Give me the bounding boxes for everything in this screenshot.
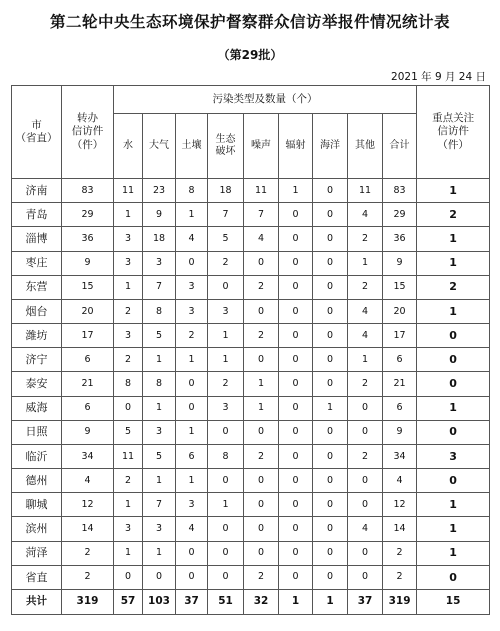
cell-key: 0: [417, 348, 490, 372]
cell-air: 3: [143, 420, 176, 444]
header-transfer: [62, 86, 114, 179]
totals-water: 57: [114, 590, 143, 615]
header-transfer-line1: 转办: [77, 112, 98, 125]
cell-ecology: 5: [208, 227, 244, 251]
cell-ecology: 3: [208, 299, 244, 323]
cell-water: 2: [114, 348, 143, 372]
cell-ecology: 1: [208, 324, 244, 348]
cell-water: 3: [114, 227, 143, 251]
cell-water: 0: [114, 396, 143, 420]
cell-city: 东营: [12, 275, 62, 299]
cell-transfer: 36: [62, 227, 114, 251]
cell-city: 枣庄: [12, 251, 62, 275]
table-row: [12, 372, 490, 396]
cell-transfer: 9: [62, 251, 114, 275]
table-row: [12, 203, 490, 227]
cell-city: 泰安: [12, 372, 62, 396]
cell-air: 8: [143, 299, 176, 323]
cell-other: 0: [348, 541, 383, 565]
header-type-other: 其他: [348, 114, 383, 179]
cell-radiation: 0: [279, 251, 313, 275]
cell-air: 8: [143, 372, 176, 396]
cell-city: 菏泽: [12, 541, 62, 565]
cell-other: 0: [348, 396, 383, 420]
cell-total: 6: [383, 396, 417, 420]
cell-city: 省直: [12, 565, 62, 589]
table-row: [12, 420, 490, 444]
table-row: [12, 348, 490, 372]
cell-city: 德州: [12, 469, 62, 493]
cell-soil: 3: [176, 299, 208, 323]
cell-water: 3: [114, 251, 143, 275]
cell-transfer: 21: [62, 372, 114, 396]
cell-city: 威海: [12, 396, 62, 420]
cell-city: 济宁: [12, 348, 62, 372]
cell-total: 21: [383, 372, 417, 396]
totals-soil: 37: [176, 590, 208, 615]
header-type-total: 合计: [383, 114, 417, 179]
cell-noise: 0: [244, 348, 279, 372]
table-row: [12, 565, 490, 589]
cell-air: 5: [143, 324, 176, 348]
cell-water: 11: [114, 444, 143, 468]
cell-ecology: 0: [208, 541, 244, 565]
cell-key: 0: [417, 565, 490, 589]
cell-noise: 0: [244, 299, 279, 323]
cell-ocean: 0: [313, 251, 348, 275]
cell-key: 0: [417, 469, 490, 493]
cell-soil: 2: [176, 324, 208, 348]
cell-total: 15: [383, 275, 417, 299]
cell-soil: 1: [176, 469, 208, 493]
cell-ocean: 0: [313, 420, 348, 444]
cell-key: 0: [417, 372, 490, 396]
cell-noise: 1: [244, 372, 279, 396]
table-row: [12, 251, 490, 275]
cell-key: 0: [417, 324, 490, 348]
header-key-line2: 信访件: [437, 125, 469, 138]
cell-water: 11: [114, 179, 143, 203]
cell-radiation: 0: [279, 372, 313, 396]
cell-air: 1: [143, 348, 176, 372]
cell-radiation: 0: [279, 493, 313, 517]
cell-water: 1: [114, 203, 143, 227]
cell-water: 2: [114, 469, 143, 493]
table-row: [12, 227, 490, 251]
header-pollution-group: 污染类型及数量（个）: [114, 86, 417, 114]
cell-water: 3: [114, 517, 143, 541]
cell-total: 14: [383, 517, 417, 541]
cell-other: 2: [348, 372, 383, 396]
cell-soil: 0: [176, 541, 208, 565]
cell-ocean: 0: [313, 517, 348, 541]
cell-noise: 2: [244, 444, 279, 468]
table-row: [12, 517, 490, 541]
cell-ecology: 1: [208, 493, 244, 517]
cell-noise: 0: [244, 541, 279, 565]
cell-transfer: 2: [62, 541, 114, 565]
cell-ocean: 0: [313, 275, 348, 299]
cell-other: 1: [348, 348, 383, 372]
cell-noise: 0: [244, 493, 279, 517]
cell-air: 3: [143, 251, 176, 275]
cell-total: 2: [383, 541, 417, 565]
cell-ocean: 0: [313, 493, 348, 517]
totals-noise: 32: [244, 590, 279, 615]
cell-key: 1: [417, 179, 490, 203]
cell-key: 1: [417, 517, 490, 541]
cell-radiation: 0: [279, 541, 313, 565]
cell-other: 4: [348, 299, 383, 323]
cell-radiation: 0: [279, 227, 313, 251]
cell-noise: 2: [244, 565, 279, 589]
cell-noise: 0: [244, 251, 279, 275]
header-type-soil: 土壤: [176, 114, 208, 179]
cell-soil: 3: [176, 275, 208, 299]
cell-noise: 4: [244, 227, 279, 251]
cell-transfer: 12: [62, 493, 114, 517]
cell-air: 23: [143, 179, 176, 203]
cell-other: 1: [348, 251, 383, 275]
cell-soil: 0: [176, 251, 208, 275]
cell-soil: 1: [176, 420, 208, 444]
cell-air: 7: [143, 275, 176, 299]
cell-ecology: 1: [208, 348, 244, 372]
cell-radiation: 0: [279, 444, 313, 468]
cell-water: 2: [114, 299, 143, 323]
cell-water: 0: [114, 565, 143, 589]
cell-radiation: 1: [279, 179, 313, 203]
cell-transfer: 9: [62, 420, 114, 444]
cell-air: 7: [143, 493, 176, 517]
cell-air: 0: [143, 565, 176, 589]
cell-ecology: 0: [208, 517, 244, 541]
cell-other: 0: [348, 565, 383, 589]
cell-ocean: 0: [313, 348, 348, 372]
cell-transfer: 6: [62, 396, 114, 420]
statistics-table: [11, 85, 490, 615]
table-row: [12, 275, 490, 299]
header-key-line1: 重点关注: [432, 112, 475, 125]
cell-ocean: 0: [313, 203, 348, 227]
header-type-ecology: [208, 114, 244, 179]
cell-noise: 2: [244, 275, 279, 299]
report-date: 2021 年 9 月 24 日: [391, 71, 486, 83]
cell-ecology: 8: [208, 444, 244, 468]
header-transfer-line3: （件）: [71, 138, 104, 151]
cell-other: 2: [348, 444, 383, 468]
cell-radiation: 0: [279, 275, 313, 299]
cell-air: 3: [143, 517, 176, 541]
cell-air: 1: [143, 541, 176, 565]
cell-noise: 7: [244, 203, 279, 227]
cell-radiation: 0: [279, 517, 313, 541]
cell-ecology: 0: [208, 275, 244, 299]
cell-soil: 4: [176, 227, 208, 251]
cell-total: 12: [383, 493, 417, 517]
cell-water: 1: [114, 275, 143, 299]
cell-air: 1: [143, 469, 176, 493]
cell-ocean: 0: [313, 299, 348, 323]
cell-other: 0: [348, 420, 383, 444]
cell-total: 9: [383, 420, 417, 444]
cell-transfer: 15: [62, 275, 114, 299]
cell-total: 83: [383, 179, 417, 203]
cell-soil: 6: [176, 444, 208, 468]
cell-radiation: 0: [279, 420, 313, 444]
cell-ocean: 0: [313, 444, 348, 468]
cell-other: 0: [348, 493, 383, 517]
cell-total: 34: [383, 444, 417, 468]
header-city-line2: （省直）: [15, 132, 58, 144]
cell-ecology: 0: [208, 420, 244, 444]
totals-total: 319: [383, 590, 417, 615]
totals-key: 15: [417, 590, 490, 615]
table-body: [12, 179, 490, 590]
cell-ecology: 3: [208, 396, 244, 420]
cell-soil: 0: [176, 396, 208, 420]
cell-ecology: 0: [208, 469, 244, 493]
header-type-ocean: 海洋: [313, 114, 348, 179]
cell-radiation: 0: [279, 396, 313, 420]
cell-ecology: 2: [208, 251, 244, 275]
totals-other: 37: [348, 590, 383, 615]
cell-ocean: 0: [313, 469, 348, 493]
cell-city: 淄博: [12, 227, 62, 251]
cell-total: 17: [383, 324, 417, 348]
cell-other: 4: [348, 324, 383, 348]
cell-total: 6: [383, 348, 417, 372]
cell-total: 20: [383, 299, 417, 323]
cell-transfer: 29: [62, 203, 114, 227]
cell-radiation: 0: [279, 299, 313, 323]
cell-city: 聊城: [12, 493, 62, 517]
table-row: [12, 541, 490, 565]
cell-city: 日照: [12, 420, 62, 444]
cell-radiation: 0: [279, 203, 313, 227]
cell-water: 1: [114, 541, 143, 565]
cell-key: 1: [417, 541, 490, 565]
header-city-line1: 市: [31, 118, 42, 131]
cell-key: 2: [417, 275, 490, 299]
header-type-water: 水: [114, 114, 143, 179]
totals-transfer: 319: [62, 590, 114, 615]
cell-key: 3: [417, 444, 490, 468]
cell-air: 1: [143, 396, 176, 420]
header-key: [417, 86, 490, 179]
header-transfer-line2: 信访件: [71, 125, 104, 138]
cell-water: 5: [114, 420, 143, 444]
cell-key: 1: [417, 227, 490, 251]
cell-city: 济南: [12, 179, 62, 203]
header-city: [12, 86, 62, 179]
cell-water: 8: [114, 372, 143, 396]
cell-water: 1: [114, 493, 143, 517]
cell-noise: 0: [244, 517, 279, 541]
cell-soil: 0: [176, 372, 208, 396]
cell-air: 18: [143, 227, 176, 251]
cell-noise: 1: [244, 396, 279, 420]
cell-transfer: 6: [62, 348, 114, 372]
cell-soil: 0: [176, 565, 208, 589]
cell-total: 4: [383, 469, 417, 493]
cell-ocean: 1: [313, 396, 348, 420]
cell-transfer: 2: [62, 565, 114, 589]
table-row: [12, 469, 490, 493]
cell-ecology: 18: [208, 179, 244, 203]
cell-air: 5: [143, 444, 176, 468]
cell-transfer: 20: [62, 299, 114, 323]
cell-city: 滨州: [12, 517, 62, 541]
header-type-air: 大气: [143, 114, 176, 179]
table-row: [12, 493, 490, 517]
cell-city: 青岛: [12, 203, 62, 227]
totals-air: 103: [143, 590, 176, 615]
totals-row: [12, 590, 490, 615]
totals-radiation: 1: [279, 590, 313, 615]
table-row: [12, 299, 490, 323]
cell-ocean: 0: [313, 565, 348, 589]
table-row: [12, 324, 490, 348]
totals-ocean: 1: [313, 590, 348, 615]
header-type-ecology-line2: 破坏: [215, 146, 236, 157]
cell-radiation: 0: [279, 565, 313, 589]
cell-soil: 1: [176, 348, 208, 372]
cell-other: 4: [348, 203, 383, 227]
totals-ecology: 51: [208, 590, 244, 615]
cell-other: 11: [348, 179, 383, 203]
cell-noise: 0: [244, 469, 279, 493]
cell-city: 烟台: [12, 299, 62, 323]
cell-ocean: 0: [313, 541, 348, 565]
cell-other: 4: [348, 517, 383, 541]
cell-transfer: 14: [62, 517, 114, 541]
header-key-line3: （件）: [437, 138, 469, 151]
table-row: [12, 396, 490, 420]
cell-key: 1: [417, 493, 490, 517]
cell-radiation: 0: [279, 348, 313, 372]
cell-total: 29: [383, 203, 417, 227]
cell-other: 0: [348, 469, 383, 493]
cell-ocean: 0: [313, 179, 348, 203]
cell-radiation: 0: [279, 324, 313, 348]
cell-city: 潍坊: [12, 324, 62, 348]
cell-noise: 2: [244, 324, 279, 348]
cell-total: 9: [383, 251, 417, 275]
cell-key: 1: [417, 299, 490, 323]
cell-key: 1: [417, 396, 490, 420]
cell-transfer: 34: [62, 444, 114, 468]
cell-city: 临沂: [12, 444, 62, 468]
cell-ecology: 2: [208, 372, 244, 396]
cell-soil: 4: [176, 517, 208, 541]
cell-key: 1: [417, 251, 490, 275]
table-row: [12, 444, 490, 468]
cell-key: 2: [417, 203, 490, 227]
cell-water: 3: [114, 324, 143, 348]
cell-transfer: 4: [62, 469, 114, 493]
header-type-ecology-line1: 生态: [215, 133, 236, 145]
table-row: [12, 179, 490, 203]
cell-ocean: 0: [313, 372, 348, 396]
cell-other: 2: [348, 227, 383, 251]
cell-soil: 3: [176, 493, 208, 517]
cell-air: 9: [143, 203, 176, 227]
cell-ocean: 0: [313, 324, 348, 348]
cell-key: 0: [417, 420, 490, 444]
cell-total: 2: [383, 565, 417, 589]
batch-number: （第29批）: [217, 48, 283, 62]
cell-soil: 1: [176, 203, 208, 227]
cell-total: 36: [383, 227, 417, 251]
cell-other: 2: [348, 275, 383, 299]
totals-label: 共计: [12, 590, 62, 615]
header-type-radiation: 辐射: [279, 114, 313, 179]
cell-noise: 11: [244, 179, 279, 203]
document-title: 第二轮中央生态环境保护督察群众信访举报件情况统计表: [49, 13, 450, 31]
cell-ecology: 7: [208, 203, 244, 227]
cell-radiation: 0: [279, 469, 313, 493]
cell-ocean: 0: [313, 227, 348, 251]
header-type-noise: 噪声: [244, 114, 279, 179]
cell-noise: 0: [244, 420, 279, 444]
cell-ecology: 0: [208, 565, 244, 589]
cell-soil: 8: [176, 179, 208, 203]
cell-transfer: 83: [62, 179, 114, 203]
cell-transfer: 17: [62, 324, 114, 348]
